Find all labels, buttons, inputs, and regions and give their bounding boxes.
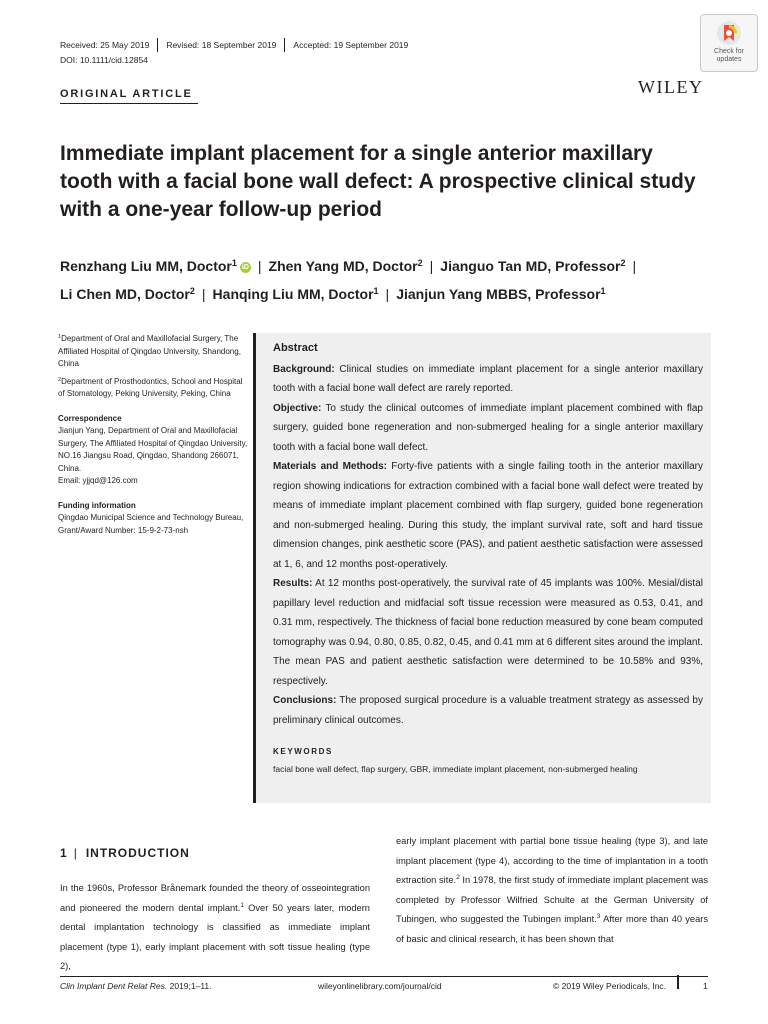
abstract-background: Background: Clinical studies on immediate implant placement for a single anterior maxillary tooth with a facial bone wall defect are rarely reported. — [273, 363, 703, 394]
article-type-underline — [60, 103, 198, 104]
correspondence-email[interactable]: Email: yjjqd@126.com — [58, 476, 138, 485]
abstract-objective: Objective: To study the clinical outcomes of immediate implant placement combined with flap surgery, guided bone regeneration and non-submerged healing for a single anterior maxillary tooth with a facial bone wall defect. — [273, 402, 703, 453]
correspondence — [58, 413, 248, 488]
intro-paragraph: In the 1960s, Professor Brånemark founded the theory of osseointegration and pioneered the modern dental implant.$^1$ Over 50 years later, modern dental implantation technology is classified as immediate implant placement (type 1), early implant placement with soft tissue healing (type 2), — [60, 883, 370, 971]
intro-paragraph: early implant placement with partial bone tissue healing (type 3), and late implant placement (type 4), according to the time of implantation in a tooth extraction site.$^2$ In 1978, the first study of immediate implant placement was completed by Professor Wilfried Schulte at the German University of Tubingen, who suggested the Tubingen implant.$^3$ After more than 40 years of basic and clinical research, it has been shown that — [396, 836, 708, 944]
check-updates-label: Check for updates — [714, 48, 744, 63]
article-title: Immediate implant placement for a single anterior maxillary tooth with a facial bone wall defect: A prospective clinical study with a one-year follow-up period — [60, 142, 696, 221]
author-affiliation: 2 — [417, 258, 423, 268]
footer-citation: Clin Implant Dent Relat Res. 2019;1–11. — [60, 981, 212, 991]
separator: | — [73, 846, 78, 860]
abstract-conclusions: Conclusions: The proposed surgical procedure is a valuable treatment strategy as assessed by preliminary clinical outcomes. — [273, 695, 703, 726]
author-affiliation: 1 — [231, 258, 237, 268]
abstract-title: Abstract — [273, 342, 318, 354]
keywords-list: facial bone wall defect, flap surgery, GBR, immediate implant placement, non-submerged healing — [273, 764, 638, 774]
correspondence-heading: Correspondence — [58, 413, 122, 423]
affiliation-item: $^2$Department of Prosthodontics, School and Hospital of Stomatology, Peking University, Peking, China — [58, 376, 243, 398]
funding-heading: Funding information — [58, 500, 136, 510]
abstract-results: Results: At 12 months post-operatively, the survival rate of 45 implants was 100%. Mesial/distal papillary level reduction and midfacial soft tissue recession were measured as 0.53, 0.41, and 0.31 mm, respectively. The thickness of facial bone reduction measured by cone beam computed tomography was 0.94, 0.80, 0.85, 0.82, 0.45, and 0.41 mm at 6 different sites around the implant. The mean PAS and patient aesthetic satisfaction were determined to be 10.58% and 93%, respectively. — [273, 578, 703, 687]
author-name[interactable]: Jianguo Tan MD, Professor — [440, 258, 621, 274]
orcid-icon[interactable]: iD — [241, 264, 249, 271]
section-title: INTRODUCTION — [85, 846, 190, 860]
author-line-2 — [60, 280, 730, 308]
author-list — [60, 252, 730, 308]
divider — [284, 38, 285, 52]
publisher-logo: WILEY — [638, 77, 704, 97]
footer-url[interactable]: wileyonlinelibrary.com/journal/cid — [318, 981, 442, 991]
correspondence-text: Jianjun Yang, Department of Oral and Maxillofacial Surgery, The Affiliated Hospital of Qingdao University, NO.16 Jiangsu Road, Qingdao, Shandong 266071, China. — [58, 426, 248, 473]
dates-bar — [60, 38, 408, 52]
funding-text: Qingdao Municipal Science and Technology Bureau, Grant/Award Number: 15-9-2-73-nsh — [58, 513, 244, 535]
article-type: ORIGINAL ARTICLE — [60, 88, 193, 100]
article-info-column — [58, 333, 248, 549]
author-name[interactable]: Li Chen MD, Doctor — [60, 286, 190, 302]
abstract-content — [273, 339, 703, 730]
separator: | — [429, 258, 434, 274]
footer-copyright: © 2019 Wiley Periodicals, Inc. — [553, 981, 667, 991]
funding — [58, 500, 248, 538]
author-name[interactable]: Renzhang Liu MM, Doctor — [60, 258, 232, 274]
author-name[interactable]: Zhen Yang MD, Doctor — [268, 258, 418, 274]
doi[interactable]: DOI: 10.1111/cid.12854 — [60, 55, 148, 65]
author-affiliation: 2 — [189, 286, 195, 296]
separator: | — [632, 258, 637, 274]
author-name[interactable]: Jianjun Yang MBBS, Professor — [396, 286, 601, 302]
page-number: 1 — [703, 981, 708, 991]
intro-column-left — [60, 879, 370, 977]
author-affiliation: 1 — [373, 286, 379, 296]
separator: | — [257, 258, 262, 274]
author-affiliation: 2 — [620, 258, 626, 268]
citation-link[interactable]: 1 — [240, 901, 244, 909]
section-heading-introduction — [60, 846, 190, 860]
intro-column-right — [396, 832, 708, 949]
accepted-date: Accepted: 19 September 2019 — [293, 40, 409, 50]
affiliation-item: $^1$Department of Oral and Maxillofacial Surgery, The Affiliated Hospital of Qingdao University, Shandong, China — [58, 334, 241, 368]
author-affiliation: 1 — [600, 286, 606, 296]
revised-date: Revised: 18 September 2019 — [166, 40, 277, 50]
citation-link[interactable]: 3 — [596, 913, 601, 920]
divider — [157, 38, 158, 52]
abstract-methods: Materials and Methods: Forty-five patients with a single failing tooth in the anterior maxillary region showing indications for extraction combined with a facial bone wall defect were treated by means of immediate implant placement combined with flap surgery, guided bone regeneration and non-submerged healing. During this study, the implant survival rate, soft and hard tissue dimension changes, pink aesthetic score (PAS), and patient aesthetic satisfaction were assessed at 1, 6, and 12 months post-operatively. — [273, 461, 703, 570]
citation-link[interactable]: 2 — [456, 874, 460, 881]
abstract-box — [253, 333, 711, 803]
separator: | — [201, 286, 206, 302]
section-number: 1 — [60, 846, 68, 860]
footer-rule — [60, 976, 708, 977]
check-for-updates-badge[interactable] — [700, 14, 758, 72]
affiliations — [58, 333, 248, 401]
footer-divider — [677, 975, 679, 989]
author-line-1 — [60, 252, 730, 280]
author-name[interactable]: Hanqing Liu MM, Doctor — [212, 286, 374, 302]
separator: | — [385, 286, 390, 302]
received-date: Received: 25 May 2019 — [60, 40, 150, 50]
bookmark-icon — [715, 19, 743, 47]
keywords-heading: KEYWORDS — [273, 747, 333, 756]
